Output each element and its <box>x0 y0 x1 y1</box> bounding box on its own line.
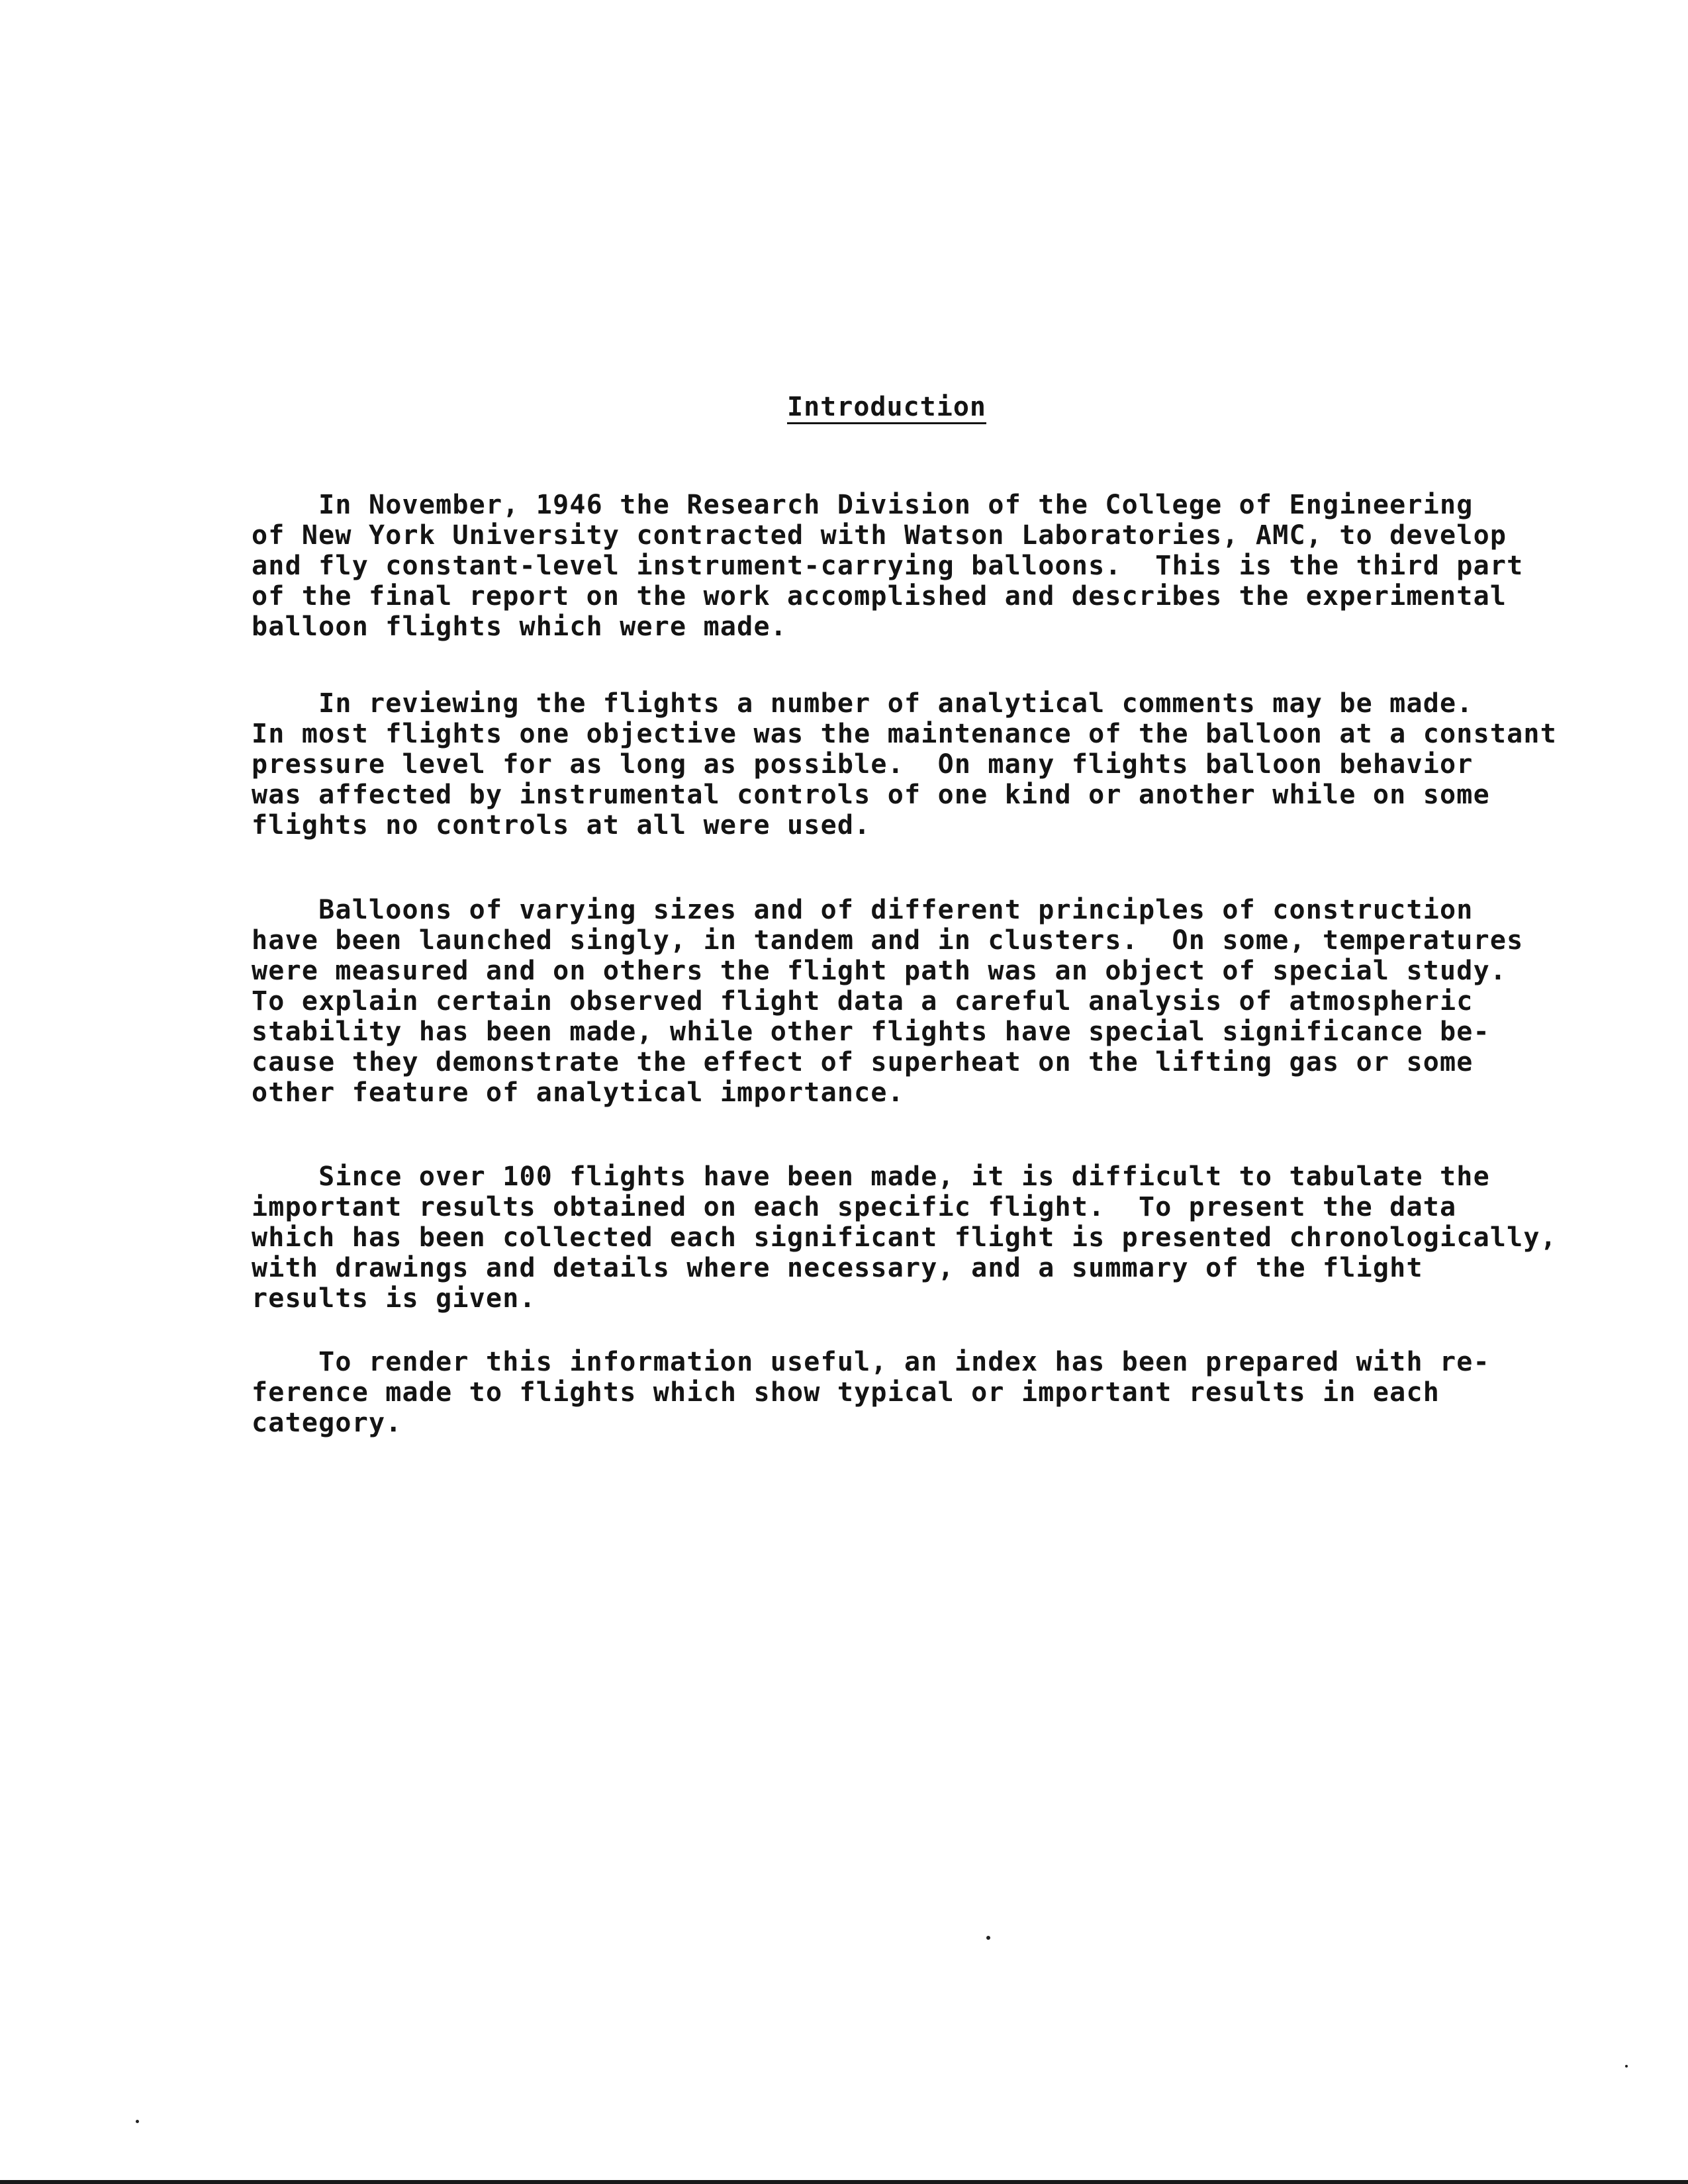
text-line: were measured and on others the flight path was an object of special study. <box>252 956 1507 986</box>
paper-speck <box>986 1936 990 1940</box>
paragraph-5 <box>252 1347 1490 1438</box>
text-line: In November, 1946 the Research Division of the College of Engineering <box>252 490 1474 520</box>
text-line: other feature of analytical importance. <box>252 1077 904 1108</box>
text-line: pressure level for as long as possible. On many flights balloon behavior <box>252 749 1474 780</box>
page-title: Introduction <box>787 392 986 422</box>
text-line: ference made to flights which show typical or important results in each <box>252 1377 1440 1408</box>
text-line: of the final report on the work accomplished and describes the experimental <box>252 581 1507 612</box>
text-line: In most flights one objective was the maintenance of the balloon at a constant <box>252 719 1557 749</box>
text-line: results is given. <box>252 1283 536 1314</box>
paper-speck <box>136 2120 139 2123</box>
text-line: of New York University contracted with Watson Laboratories, AMC, to develop <box>252 520 1507 551</box>
text-line: Balloons of varying sizes and of different principles of construction <box>252 895 1474 925</box>
text-line: Since over 100 flights have been made, it is difficult to tabulate the <box>252 1161 1490 1192</box>
text-line: was affected by instrumental controls of one kind or another while on some <box>252 780 1490 810</box>
text-line: In reviewing the flights a number of analytical comments may be made. <box>252 688 1474 719</box>
text-line: with drawings and details where necessary, and a summary of the flight <box>252 1253 1423 1283</box>
text-line: flights no controls at all were used. <box>252 810 871 841</box>
paper-speck <box>1625 2065 1628 2068</box>
text-line: To explain certain observed flight data a careful analysis of atmospheric <box>252 986 1474 1017</box>
paragraph-3 <box>252 895 1523 1108</box>
text-line: important results obtained on each specific flight. To present the data <box>252 1192 1457 1222</box>
text-line: category. <box>252 1408 402 1438</box>
scan-bottom-edge <box>0 2180 1688 2184</box>
paragraph-2 <box>252 688 1557 841</box>
text-line: balloon flights which were made. <box>252 612 788 642</box>
text-line: and fly constant-level instrument-carrying balloons. This is the third part <box>252 551 1524 581</box>
text-line: which has been collected each significant flight is presented chronologically, <box>252 1222 1557 1253</box>
text-line: stability has been made, while other flights have special significance be- <box>252 1017 1490 1047</box>
paragraph-4 <box>252 1161 1557 1314</box>
text-line: cause they demonstrate the effect of superheat on the lifting gas or some <box>252 1047 1474 1077</box>
text-line: have been launched singly, in tandem and in clusters. On some, temperatures <box>252 925 1524 956</box>
text-line: To render this information useful, an index has been prepared with re- <box>252 1347 1490 1377</box>
paragraph-1 <box>252 490 1523 642</box>
